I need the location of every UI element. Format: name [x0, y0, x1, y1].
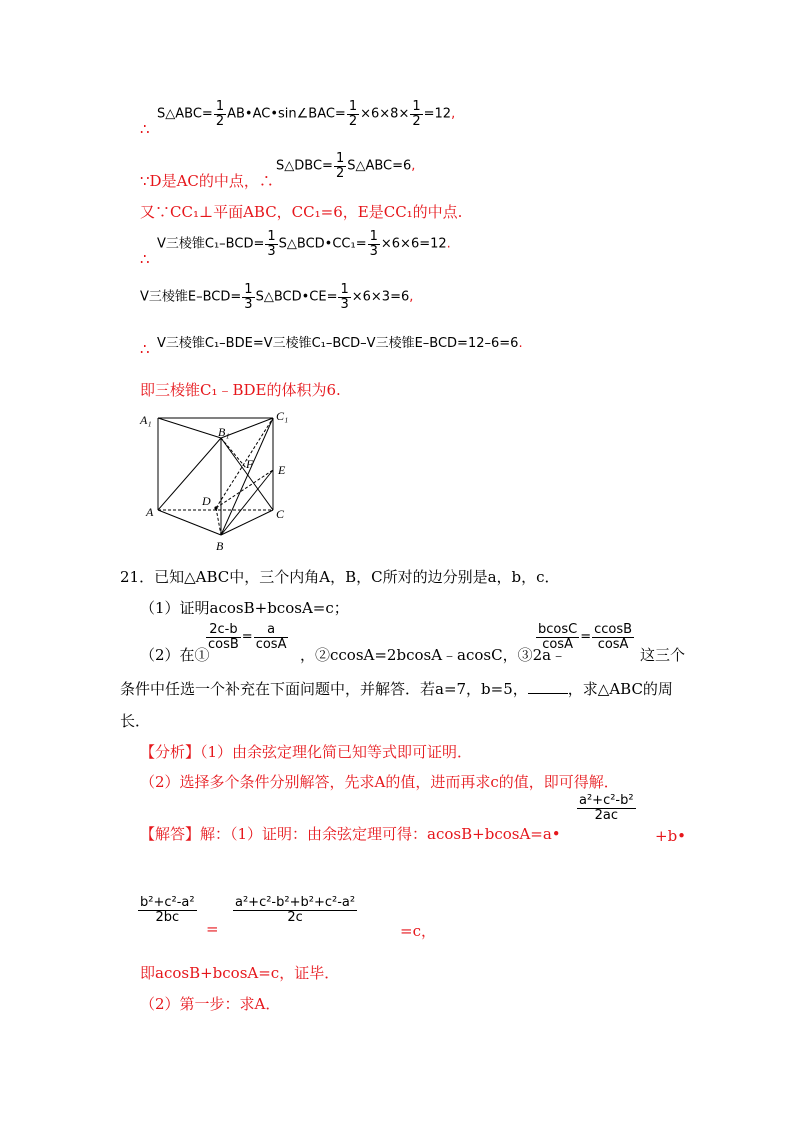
formula-area-abc: S△ABC= $\frac{1}{2}$ AB•AC•sin∠BAC= $\frac{1}{2}$ ×6×8× $\frac{1}{2}$ =12,	[157, 99, 456, 129]
conclusion-volume: 即三棱锥C₁﹣BDE的体积为6.	[140, 381, 341, 399]
answer-line3: 即acosB+bcosA=c，证毕．	[140, 964, 340, 982]
label-a: A	[146, 505, 154, 519]
label-b1: B₁	[218, 425, 230, 439]
prism-figure	[138, 408, 298, 556]
option1-formula: $\frac{2c-b}{\cos B}$ = $\frac{a}{\cos A}$	[208, 622, 287, 652]
plus-b: +b•	[655, 827, 687, 845]
label-f: F	[246, 457, 254, 471]
edge-ab1	[158, 438, 221, 510]
equals-sign: =	[206, 920, 219, 938]
label-d: D	[202, 494, 211, 508]
question-21-part2-line2: 条件中任选一个补充在下面问题中，并解答．若a=7，b=5， ，求△ABC的周	[120, 680, 673, 698]
option3-formula: $\frac{bcosC}{\cos A}$ = $\frac{ccosB}{\cos A}$	[538, 622, 633, 652]
line-area-abc	[140, 106, 150, 138]
edge-b1f	[221, 438, 246, 468]
answer-line4: （2）第一步：求A．	[140, 995, 281, 1013]
edge-a1b1	[158, 418, 221, 438]
formula-volume-e-bcd: V三棱锥E–BCD= $\frac{1}{3}$ S△BCD•CE= $\frac{1}{3}$ ×6×3=6,	[140, 282, 414, 312]
therefore-symbol: ∴	[140, 120, 150, 138]
label-c: C	[276, 507, 285, 521]
label-a1: A₁	[140, 413, 152, 427]
edge-bd	[216, 508, 221, 535]
answer-line1: 【解答】解：（1）证明：由余弦定理可得：acosB+bcosA=a•	[140, 825, 561, 843]
formula-area-dbc: S△DBC= $\frac{1}{2}$ S△ABC=6,	[276, 151, 416, 181]
label-e: E	[278, 463, 286, 477]
analysis-line2: （2）选择多个条件分别解答，先求A的值，进而再求c的值，即可得解．	[140, 773, 619, 791]
question-21-part2-tail: 这三个	[640, 646, 686, 664]
therefore-symbol: ∴	[140, 340, 150, 358]
line-perpendicular: 又∵CC₁⊥平面ABC，CC₁=6，E是CC₁的中点.	[140, 203, 463, 221]
question-21-part2-line3: 长．	[120, 712, 151, 730]
fraction-2: $\frac{\text{b²+c²-a²}}{2bc}$	[140, 895, 195, 925]
formula-volume-c1-bde: V三棱锥C₁–BDE=V三棱锥C₁–BCD–V三棱锥E–BCD=12–6=6.	[157, 336, 523, 351]
label-c1: C₁	[276, 409, 289, 423]
line-midpoint: ∵D是AC的中点，∴	[140, 172, 274, 190]
option2-text: ，②ccosA=2bcosA﹣acosC，③2a﹣	[300, 646, 567, 664]
answer-blank	[528, 683, 568, 694]
edge-be	[221, 470, 273, 535]
edge-ab	[158, 510, 221, 535]
label-b: B	[216, 539, 224, 553]
edge-bc	[221, 510, 273, 535]
analysis-line1: 【分析】（1）由余弦定理化简已知等式即可证明．	[140, 743, 473, 761]
question-21-stem: 21．已知△ABC中，三个内角A，B，C所对的边分别是a，b，c．	[120, 568, 560, 586]
point-d	[214, 506, 217, 509]
fraction-3: $\frac{\text{a²+c²-b²+b²+c²-a²}}{2c}$	[235, 895, 356, 925]
therefore-symbol: ∴	[140, 250, 150, 268]
fraction-1: $\frac{\text{a²+c²-b²}}{2ac}$	[579, 793, 634, 823]
result-c: =c，	[400, 922, 436, 940]
edge-de	[216, 470, 273, 508]
formula-volume-c1-bcd: V三棱锥C₁–BCD= $\frac{1}{3}$ S△BCD•CC₁= $\frac{1}{3}$ ×6×6=12.	[157, 229, 451, 259]
question-21-part2-prefix: （2）在①	[140, 646, 210, 664]
question-21-part1: （1）证明acosB+bcosA=c；	[140, 599, 349, 617]
